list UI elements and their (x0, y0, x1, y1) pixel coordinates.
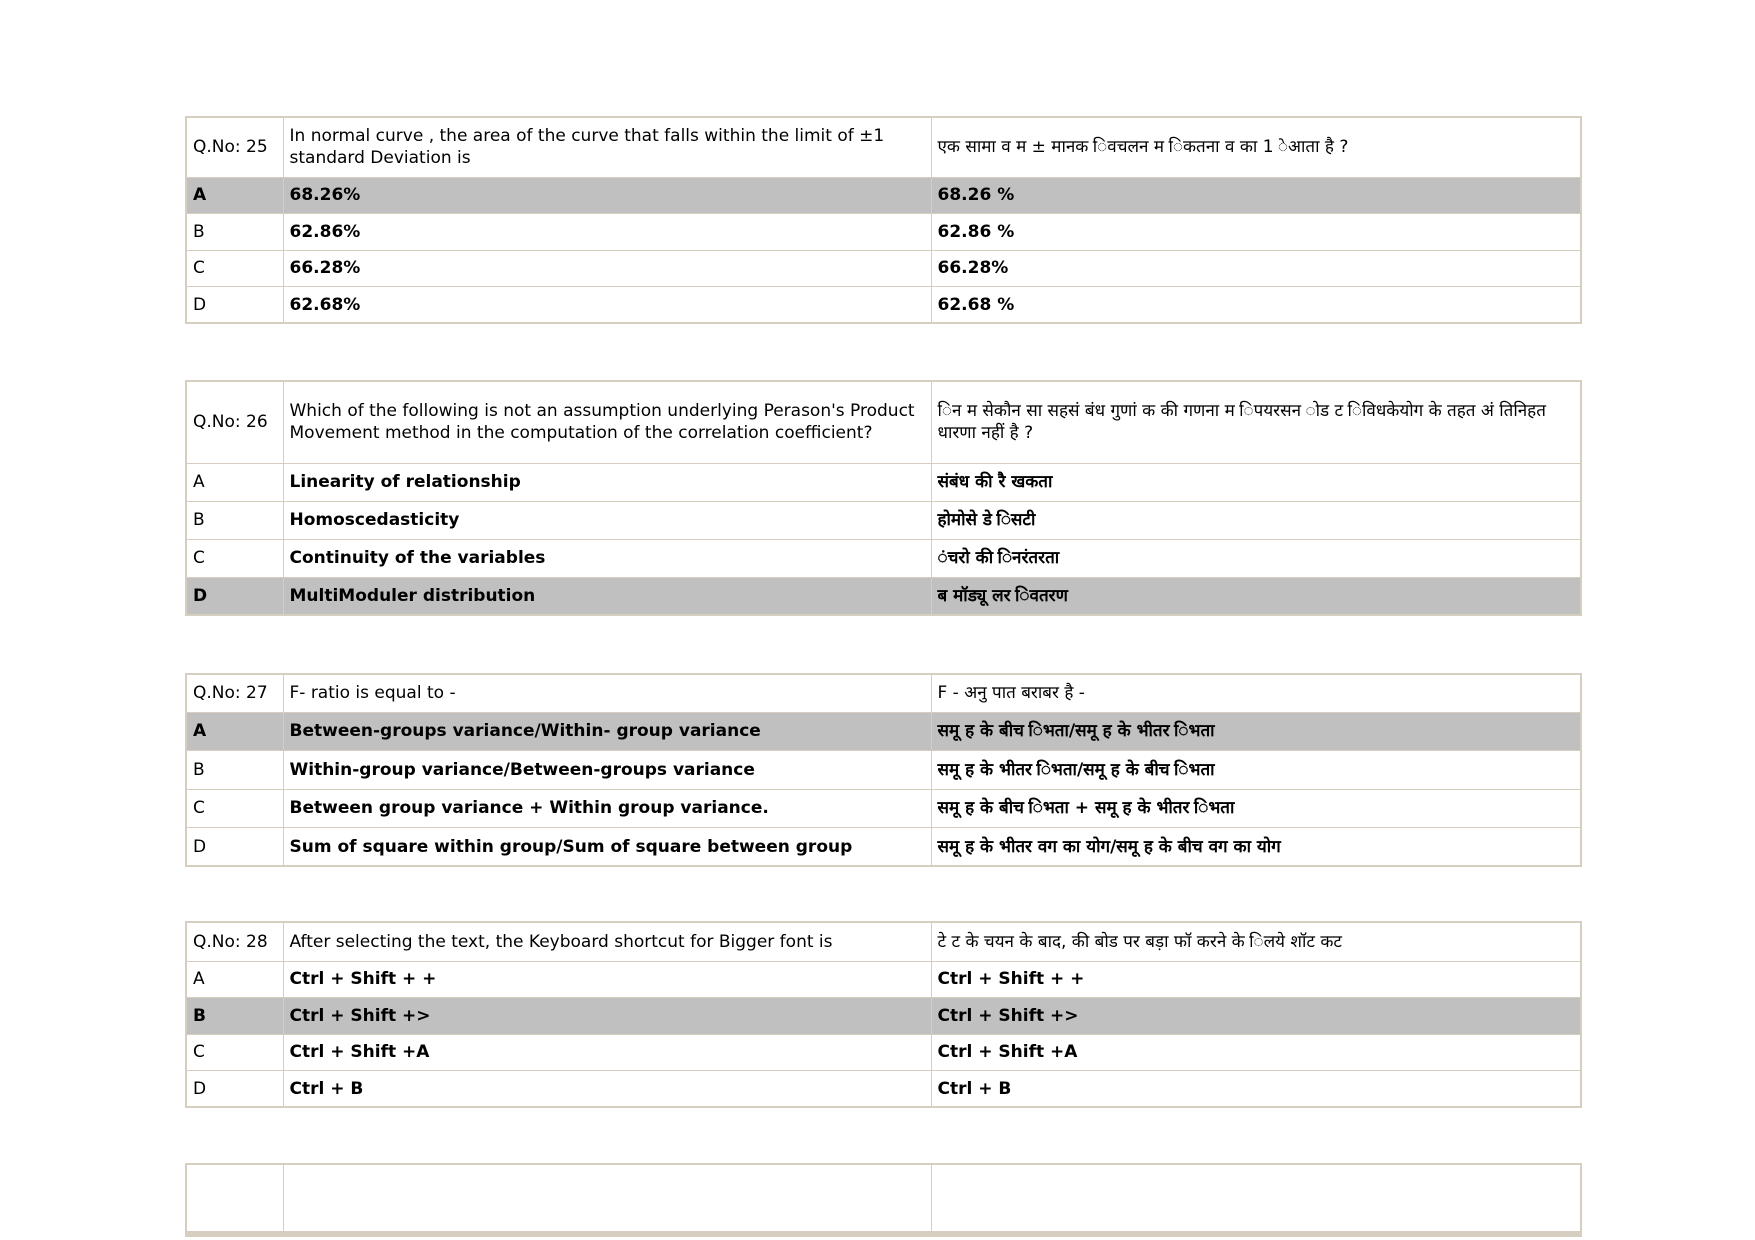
question-table (185, 380, 1582, 616)
question-header-row (186, 674, 1581, 712)
option-text-hindi: 66.28% (931, 250, 1581, 287)
option-row-correct (186, 577, 1581, 615)
option-text-hindi: Ctrl + Shift +A (931, 1034, 1581, 1071)
option-text-english: MultiModuler distribution (283, 577, 931, 615)
question-table (185, 921, 1582, 1108)
option-letter: A (186, 712, 283, 751)
option-text-hindi: संबंध की रै खकता (931, 463, 1581, 501)
question-number (186, 1164, 283, 1234)
option-row (186, 1071, 1581, 1108)
option-row (186, 961, 1581, 998)
question-table (185, 673, 1582, 867)
option-letter: D (186, 828, 283, 867)
question-header-row (186, 381, 1581, 463)
option-text-hindi: समू ह के बीच िभता/समू ह के भीतर िभता (931, 712, 1581, 751)
option-letter: A (186, 463, 283, 501)
question-text-hindi: एक सामा व म ± मानक िवचलन म िकतना व का 1 ेआता है ? (931, 117, 1581, 177)
option-text-hindi: होमोसे डे िसटी (931, 501, 1581, 539)
option-row-correct (186, 998, 1581, 1035)
question-number: Q.No: 27 (186, 674, 283, 712)
option-text-english: Within-group variance/Between-groups variance (283, 751, 931, 790)
option-text-english: 66.28% (283, 250, 931, 287)
option-row (186, 751, 1581, 790)
option-row-correct (186, 712, 1581, 751)
option-text-english: 68.26% (283, 177, 931, 214)
option-letter: D (186, 577, 283, 615)
question-header-row (186, 922, 1581, 961)
option-text-hindi: ंचरो की िनरंतरता (931, 539, 1581, 577)
option-text-english: Continuity of the variables (283, 539, 931, 577)
question-header-row (186, 117, 1581, 177)
option-text-english: 62.68% (283, 287, 931, 324)
option-text-english: Ctrl + B (283, 1071, 931, 1108)
option-letter: A (186, 961, 283, 998)
question-text-english: After selecting the text, the Keyboard shortcut for Bigger font is (283, 922, 931, 961)
option-text-hindi: Ctrl + Shift + + (931, 961, 1581, 998)
option-letter: B (186, 998, 283, 1035)
option-text-english: Between group variance + Within group variance. (283, 789, 931, 828)
option-letter: B (186, 751, 283, 790)
option-letter: B (186, 214, 283, 251)
option-letter: C (186, 789, 283, 828)
option-text-english: Homoscedasticity (283, 501, 931, 539)
option-text-english: Linearity of relationship (283, 463, 931, 501)
option-text-hindi: Ctrl + Shift +> (931, 998, 1581, 1035)
option-letter: C (186, 250, 283, 287)
option-letter: D (186, 287, 283, 324)
question-text-english: In normal curve , the area of the curve that falls within the limit of ±1 standard Deviation is (283, 117, 931, 177)
option-text-hindi: समू ह के बीच िभता + समू ह के भीतर िभता (931, 789, 1581, 828)
option-text-hindi: समू ह के भीतर िभता/समू ह के बीच िभता (931, 751, 1581, 790)
option-text-hindi: ब मॉड्यू लर िवतरण (931, 577, 1581, 615)
option-row (186, 463, 1581, 501)
question-text-hindi: टे ट के चयन के बाद, की बोड पर बड़ा फॉ करने के िलये शॉट कट (931, 922, 1581, 961)
option-text-hindi: समू ह के भीतर वग का योग/समू ह के बीच वग का योग (931, 828, 1581, 867)
option-row (186, 501, 1581, 539)
option-letter: B (186, 501, 283, 539)
option-row (186, 539, 1581, 577)
option-row (186, 214, 1581, 251)
option-text-english: Ctrl + Shift +> (283, 998, 931, 1035)
option-row-correct (186, 177, 1581, 214)
question-number: Q.No: 26 (186, 381, 283, 463)
option-letter: C (186, 539, 283, 577)
question-text-hindi: िन म सेकौन सा सहसं बंध गुणां क की गणना म िपयरसन ोड ट िविधकेयोग के तहत अं तिनिहत धारणा नहीं है ? (931, 381, 1581, 463)
option-row (186, 287, 1581, 324)
question-text-english (283, 1164, 931, 1234)
question-number: Q.No: 28 (186, 922, 283, 961)
option-row (186, 828, 1581, 867)
question-text-english: F- ratio is equal to - (283, 674, 931, 712)
question-text-hindi: F - अनु पात बराबर है - (931, 674, 1581, 712)
option-row (186, 1034, 1581, 1071)
option-text-hindi: 62.86 % (931, 214, 1581, 251)
option-text-english: Ctrl + Shift + + (283, 961, 931, 998)
option-text-hindi: Ctrl + B (931, 1071, 1581, 1108)
option-text-hindi: 68.26 % (931, 177, 1581, 214)
question-table-empty (185, 1163, 1582, 1237)
question-header-row (186, 1164, 1581, 1234)
option-row (186, 250, 1581, 287)
option-text-english: Sum of square within group/Sum of square between group (283, 828, 931, 867)
option-row (186, 789, 1581, 828)
question-text-hindi (931, 1164, 1581, 1234)
option-text-english: Ctrl + Shift +A (283, 1034, 931, 1071)
option-text-english: 62.86% (283, 214, 931, 251)
option-letter: C (186, 1034, 283, 1071)
question-table (185, 116, 1582, 324)
question-text-english: Which of the following is not an assumption underlying Perason's Product Movement method in the computation of the correlation coefficient? (283, 381, 931, 463)
option-letter: A (186, 177, 283, 214)
option-text-hindi: 62.68 % (931, 287, 1581, 324)
question-number: Q.No: 25 (186, 117, 283, 177)
option-letter: D (186, 1071, 283, 1108)
option-text-english: Between-groups variance/Within- group variance (283, 712, 931, 751)
